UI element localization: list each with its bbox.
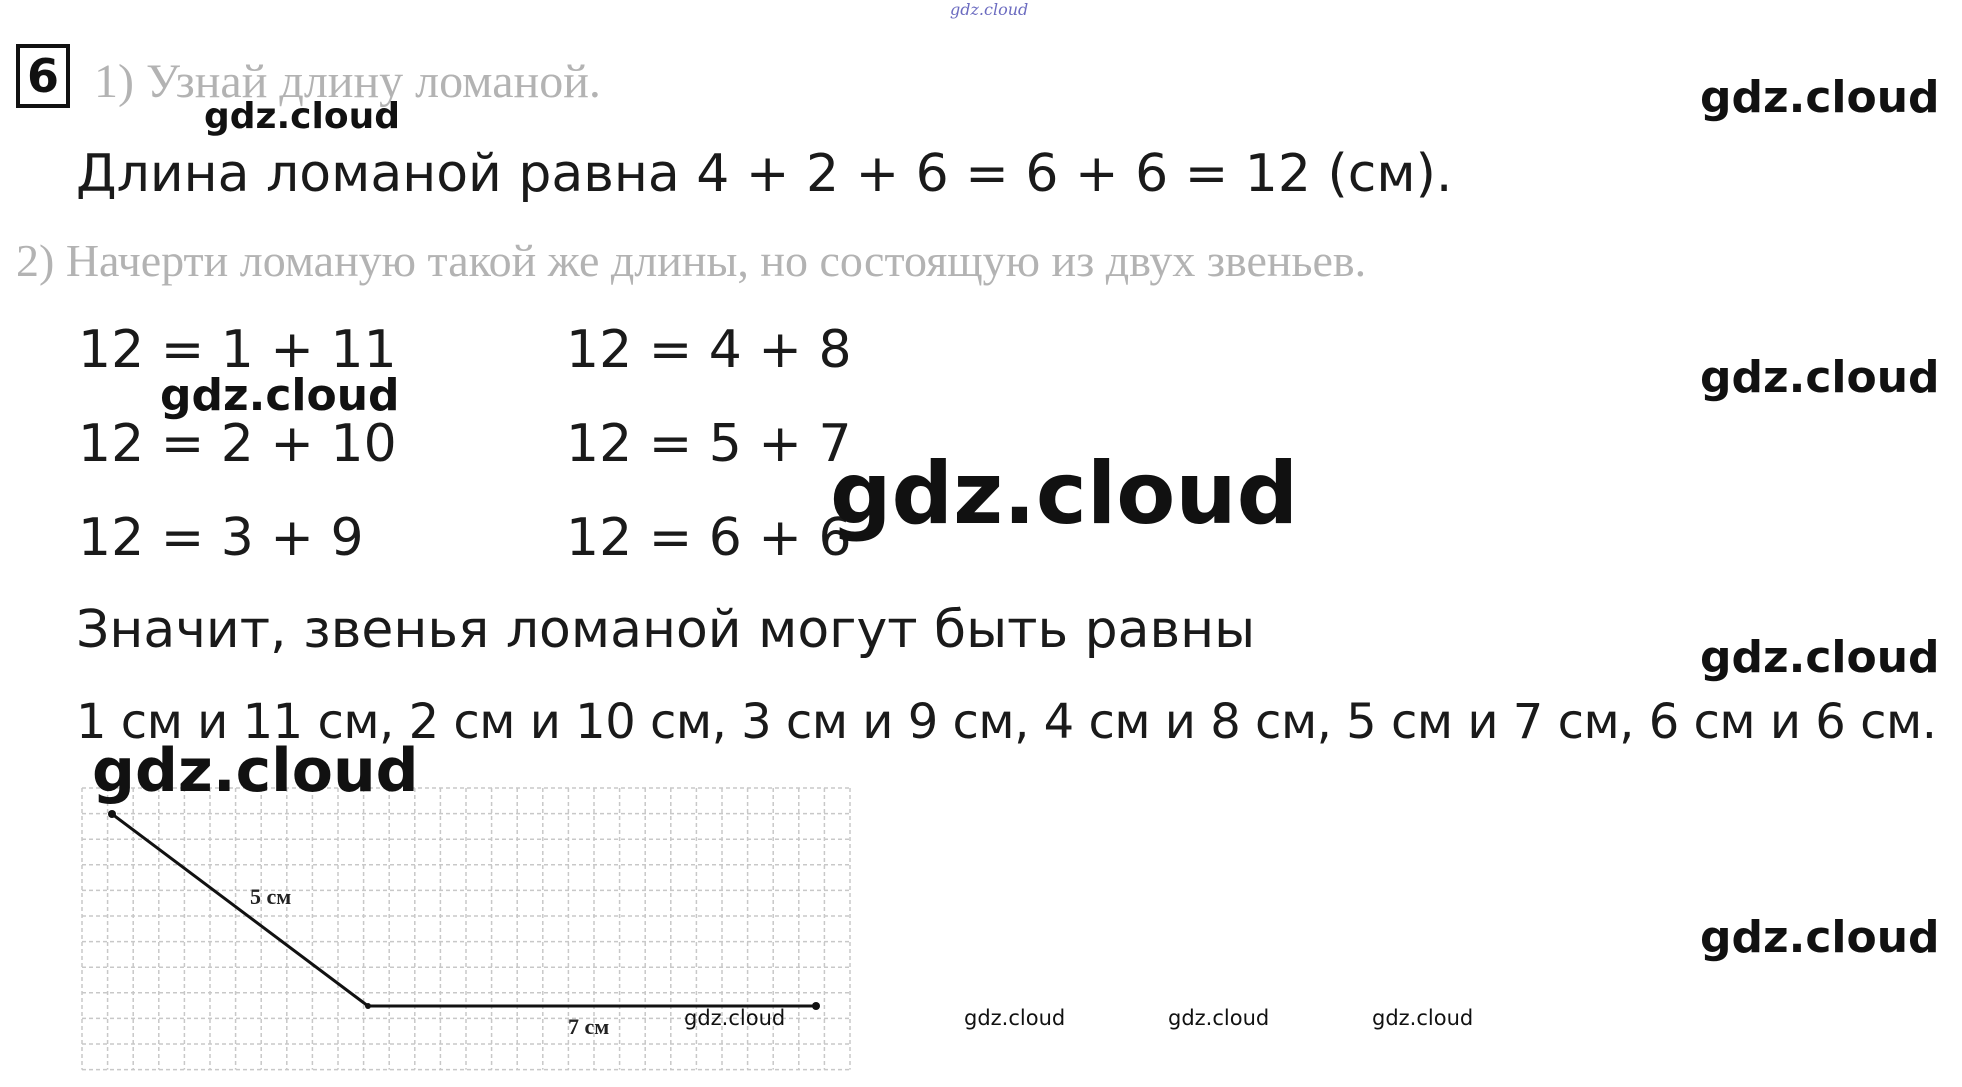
watermark-6: gdz.cloud	[92, 736, 419, 806]
part1-prompt: 1) Узнай длину ломаной.	[94, 55, 601, 108]
conclusion-line-1: Значит, звенья ломаной могут быть равны	[76, 600, 1256, 660]
watermark-small-4: gdz.cloud	[1372, 1006, 1474, 1030]
grid-drawing	[78, 784, 858, 1074]
watermark-2: gdz.cloud	[1700, 72, 1940, 123]
part1-answer: Длина ломаной равна 4 + 2 + 6 = 6 + 6 = 12 (см).	[76, 144, 1453, 204]
watermark-5: gdz.cloud	[1700, 632, 1940, 683]
watermark-small-2: gdz.cloud	[964, 1006, 1066, 1030]
equation-left-3: 12 = 3 + 9	[78, 508, 364, 568]
task-number-box: 6	[16, 44, 70, 108]
polyline-segment-1	[112, 814, 368, 1006]
equation-right-1: 12 = 4 + 8	[566, 320, 852, 380]
polyline-vertex-end	[812, 1002, 820, 1010]
equation-right-3: 12 = 6 + 6	[566, 508, 852, 568]
watermark-7: gdz.cloud	[1700, 912, 1940, 963]
watermark-center-large: gdz.cloud	[830, 444, 1299, 544]
polyline-vertex-middle	[365, 1003, 371, 1009]
segment-2-label: 7 см	[568, 1014, 610, 1039]
watermark-small-3: gdz.cloud	[1168, 1006, 1270, 1030]
polyline-vertex-start	[108, 810, 116, 818]
watermark-4: gdz.cloud	[1700, 352, 1940, 403]
part2-prompt: 2) Начерти ломаную такой же длины, но состоящую из двух звеньев.	[16, 235, 1367, 286]
top-watermark: gdz.cloud	[950, 0, 1029, 19]
conclusion-line-2: 1 см и 11 см, 2 см и 10 см, 3 см и 9 см, 4 см и 8 см, 5 см и 7 см, 6 см и 6 см.	[76, 694, 1937, 750]
watermark-small-1: gdz.cloud	[684, 1006, 786, 1030]
watermark-1: gdz.cloud	[204, 96, 400, 137]
segment-1-label: 5 см	[250, 884, 292, 909]
equation-right-2: 12 = 5 + 7	[566, 414, 852, 474]
equation-left-1: 12 = 1 + 11	[78, 320, 397, 380]
watermark-3: gdz.cloud	[160, 370, 400, 421]
equation-left-2: 12 = 2 + 10	[78, 414, 397, 474]
